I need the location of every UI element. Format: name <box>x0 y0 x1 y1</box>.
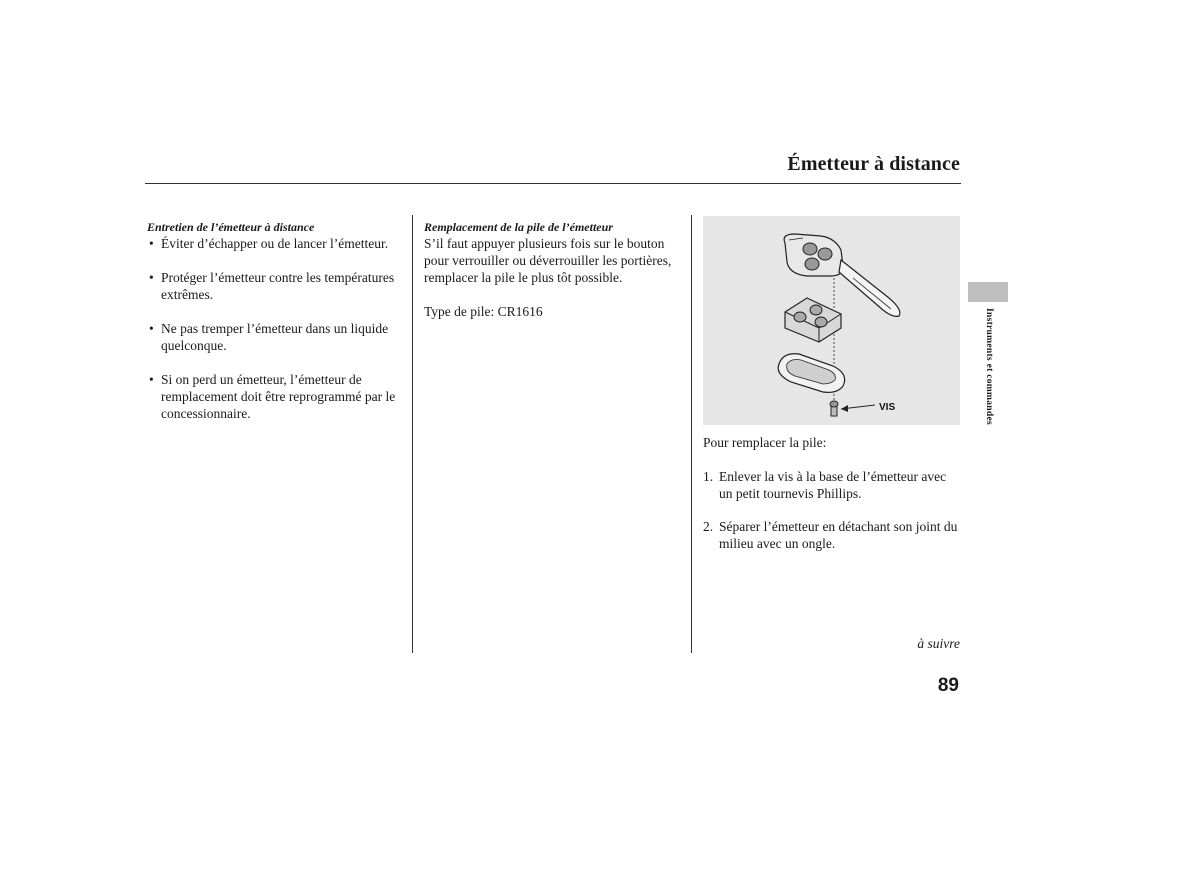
maintenance-list <box>147 235 405 422</box>
page-title: Émetteur à distance <box>787 153 960 175</box>
maintenance-section <box>147 219 405 439</box>
list-item-text: Éviter d’échapper ou de lancer l’émetteur. <box>161 236 389 251</box>
circuit-board-icon <box>785 298 841 342</box>
bullet-icon: • <box>149 236 154 251</box>
step-number: 1. <box>703 469 714 484</box>
bullet-icon: • <box>149 321 154 336</box>
list-item <box>147 371 405 422</box>
column-divider-right <box>691 215 692 653</box>
step-text: Séparer l’émetteur en détachant son joint du milieu avec un ongle. <box>719 519 958 551</box>
section-tab <box>968 282 1008 302</box>
key-fob-diagram <box>703 216 960 425</box>
screw-label: VIS <box>879 402 896 413</box>
arrow-head-icon <box>841 405 848 412</box>
step-number: 2. <box>703 519 714 534</box>
list-item-text: Ne pas tremper l’émetteur dans un liquide quelconque. <box>161 321 389 353</box>
list-item <box>147 320 405 354</box>
page-number: 89 <box>937 675 959 696</box>
transmitter-illustration <box>703 216 960 425</box>
bottom-case-icon <box>778 354 844 393</box>
screw-icon <box>830 401 838 416</box>
title-divider <box>145 183 961 184</box>
steps-list <box>703 468 961 552</box>
steps-intro: Pour remplacer la pile: <box>703 435 827 450</box>
list-item <box>147 269 405 303</box>
list-item-text: Protéger l’émetteur contre les températures extrêmes. <box>161 270 395 302</box>
battery-heading: Remplacement de la pile de l’émetteur <box>424 220 613 234</box>
list-item-text: Si on perd un émetteur, l’émetteur de remplacement doit être reprogrammé par le concessionnaire. <box>161 372 396 421</box>
battery-section <box>424 219 686 337</box>
section-tab-label: Instruments et commandes <box>984 308 994 425</box>
continued-note: à suivre <box>917 636 960 651</box>
battery-paragraph: S’il faut appuyer plusieurs fois sur le bouton pour verrouiller ou déverrouiller les portières, remplacer la pile le plus tôt possible. <box>424 236 672 285</box>
step-text: Enlever la vis à la base de l’émetteur avec un petit tournevis Phillips. <box>719 469 947 501</box>
battery-type: Type de pile: CR1616 <box>424 304 543 319</box>
bullet-icon: • <box>149 372 154 387</box>
bullet-icon: • <box>149 270 154 285</box>
list-item <box>703 468 961 502</box>
list-item <box>703 518 961 552</box>
replace-steps-section <box>703 434 961 568</box>
maintenance-heading: Entretien de l’émetteur à distance <box>147 220 315 234</box>
list-item <box>147 235 405 252</box>
column-divider-left <box>412 215 413 653</box>
